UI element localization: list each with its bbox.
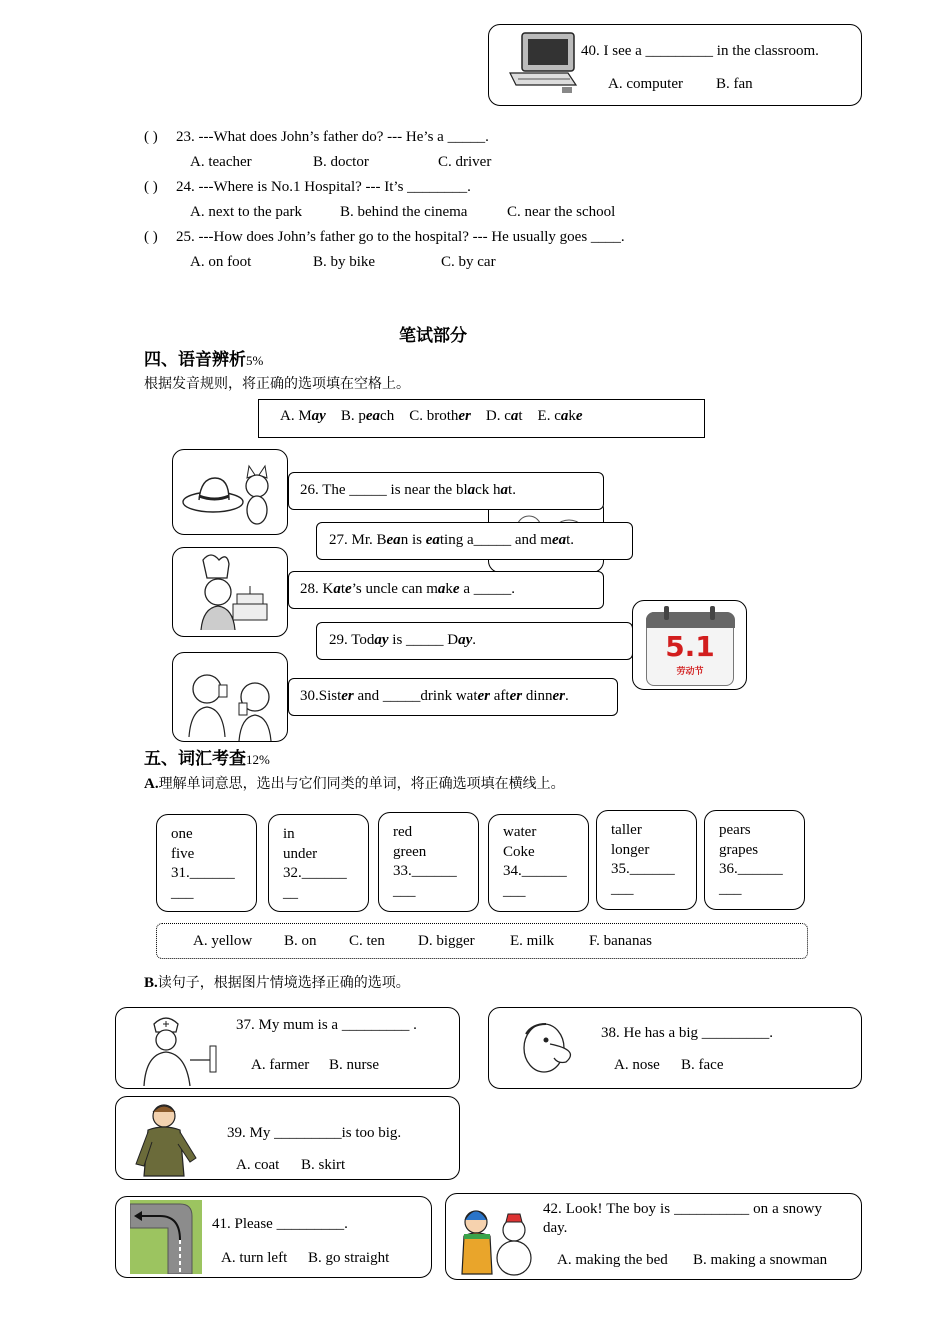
word-group-2-text: in under 32.______ __ (283, 826, 347, 901)
q25-stem: 25. ---How does John’s father go to the hospital? --- He usually goes ____. (176, 229, 625, 245)
q37-option-a: A. farmer (251, 1057, 310, 1073)
phonics-options (280, 407, 583, 426)
phonics-option-a: A. May (280, 408, 326, 424)
section4-heading (144, 350, 263, 371)
word-group-1-text: one five 31.______ ___ (171, 826, 235, 901)
drinking-children-picture (172, 652, 288, 742)
hat-cat-picture (172, 449, 288, 535)
section4-title: 四、语音辨析 (144, 350, 246, 370)
section5-percent: 12% (246, 752, 270, 767)
phonics-option-c: C. brother (409, 408, 471, 424)
phonics-option-e: E. cake (537, 408, 583, 424)
q37-stem: 37. My mum is a _________ . (236, 1017, 417, 1033)
q40-option-b: B. fan (716, 76, 753, 92)
vocab-option-b: B. on (284, 933, 317, 949)
boy-in-big-coat-picture (134, 1100, 200, 1178)
q23-option-a: A. teacher (190, 154, 252, 170)
q25-option-a: A. on foot (190, 254, 252, 270)
q29-text: 29. Today is _____ Day. (329, 632, 477, 648)
q25-option-b: B. by bike (313, 254, 376, 270)
vocab-option-c: C. ten (349, 933, 385, 949)
word-group-5-text: taller longer 35.______ ___ (611, 822, 675, 897)
q26-text: 26. The _____ is near the black hat. (300, 482, 516, 498)
chef-cake-picture (172, 547, 288, 637)
section5-heading (144, 749, 270, 770)
section4-percent: 5% (246, 353, 264, 368)
section4-instruction: 根据发音规则，将正确的选项填在空格上。 (144, 376, 410, 392)
q23-paren: ( ) (144, 129, 158, 145)
phonics-option-d: D. cat (485, 408, 523, 424)
q38-option-a: A. nose (614, 1057, 660, 1073)
q37-option-b: B. nurse (329, 1057, 379, 1073)
q23-option-c: C. driver (438, 154, 492, 170)
vocab-option-d: D. bigger (418, 933, 475, 949)
q23-stem: 23. ---What does John’s father do? --- He’s a _____. (176, 129, 489, 145)
vocab-option-e: E. milk (510, 933, 555, 949)
vocab-option-f: F. bananas (589, 933, 652, 949)
q38-stem: 38. He has a big _________. (601, 1025, 774, 1041)
q30-text: 30.Sister and _____drink water after dinner. (300, 688, 569, 704)
q42-option-a: A. making the bed (557, 1252, 668, 1268)
calendar-icon (646, 606, 734, 686)
q41-option-b: B. go straight (308, 1250, 390, 1266)
q39-option-b: B. skirt (301, 1157, 346, 1173)
turn-left-road-sign (130, 1200, 202, 1274)
q42-option-b: B. making a snowman (693, 1252, 828, 1268)
q40-stem: 40. I see a _________ in the classroom. (581, 43, 819, 59)
computer-picture (506, 29, 580, 95)
section5-partB-instruction: B.读句子，根据图片情境选择正确的选项。 (144, 975, 410, 991)
q41-stem: 41. Please _________. (212, 1216, 348, 1232)
phonics-option-b: B. peach (340, 408, 395, 424)
q41-option-a: A. turn left (221, 1250, 288, 1266)
calendar-date: 5.1 (665, 630, 715, 663)
word-group-4-text: water Coke 34.______ ___ (503, 824, 567, 899)
q39-stem: 39. My _________is too big. (227, 1125, 402, 1141)
q42-stem: 42. Look! The boy is __________ on a snowy day. (543, 1201, 822, 1236)
q24-stem: 24. ---Where is No.1 Hospital? --- It’s ________. (176, 179, 471, 195)
calendar-label: 劳动节 (676, 667, 704, 677)
q38-option-b: B. face (681, 1057, 724, 1073)
word-group-6-text: pears grapes 36.______ ___ (719, 822, 783, 897)
q27-text: 27. Mr. Bean is eating a_____ and meat. (329, 532, 575, 548)
vocab-option-a: A. yellow (193, 933, 253, 949)
vocab-options-box (156, 923, 808, 959)
q24-option-a: A. next to the park (190, 204, 303, 220)
q28-text: 28. Kate’s uncle can make a _____. (300, 581, 516, 597)
q24-paren: ( ) (144, 179, 158, 195)
section5-partA-instruction: A.理解单词意思，选出与它们同类的单词，将正确选项填在横线上。 (144, 776, 565, 792)
q40-option-a: A. computer (608, 76, 683, 92)
word-group-3-text: red green 33.______ ___ (393, 824, 457, 899)
q24-option-c: C. near the school (507, 204, 616, 220)
q25-paren: ( ) (144, 229, 158, 245)
big-nose-face-picture (516, 1016, 586, 1078)
q39-option-a: A. coat (236, 1157, 280, 1173)
nurse-picture (132, 1010, 228, 1086)
q25-option-c: C. by car (441, 254, 496, 270)
q23-option-b: B. doctor (313, 154, 369, 170)
boy-snowman-picture (452, 1196, 534, 1278)
section5-title: 五、词汇考查 (144, 749, 246, 769)
q24-option-b: B. behind the cinema (340, 204, 468, 220)
written-part-title: 笔试部分 (399, 326, 467, 346)
